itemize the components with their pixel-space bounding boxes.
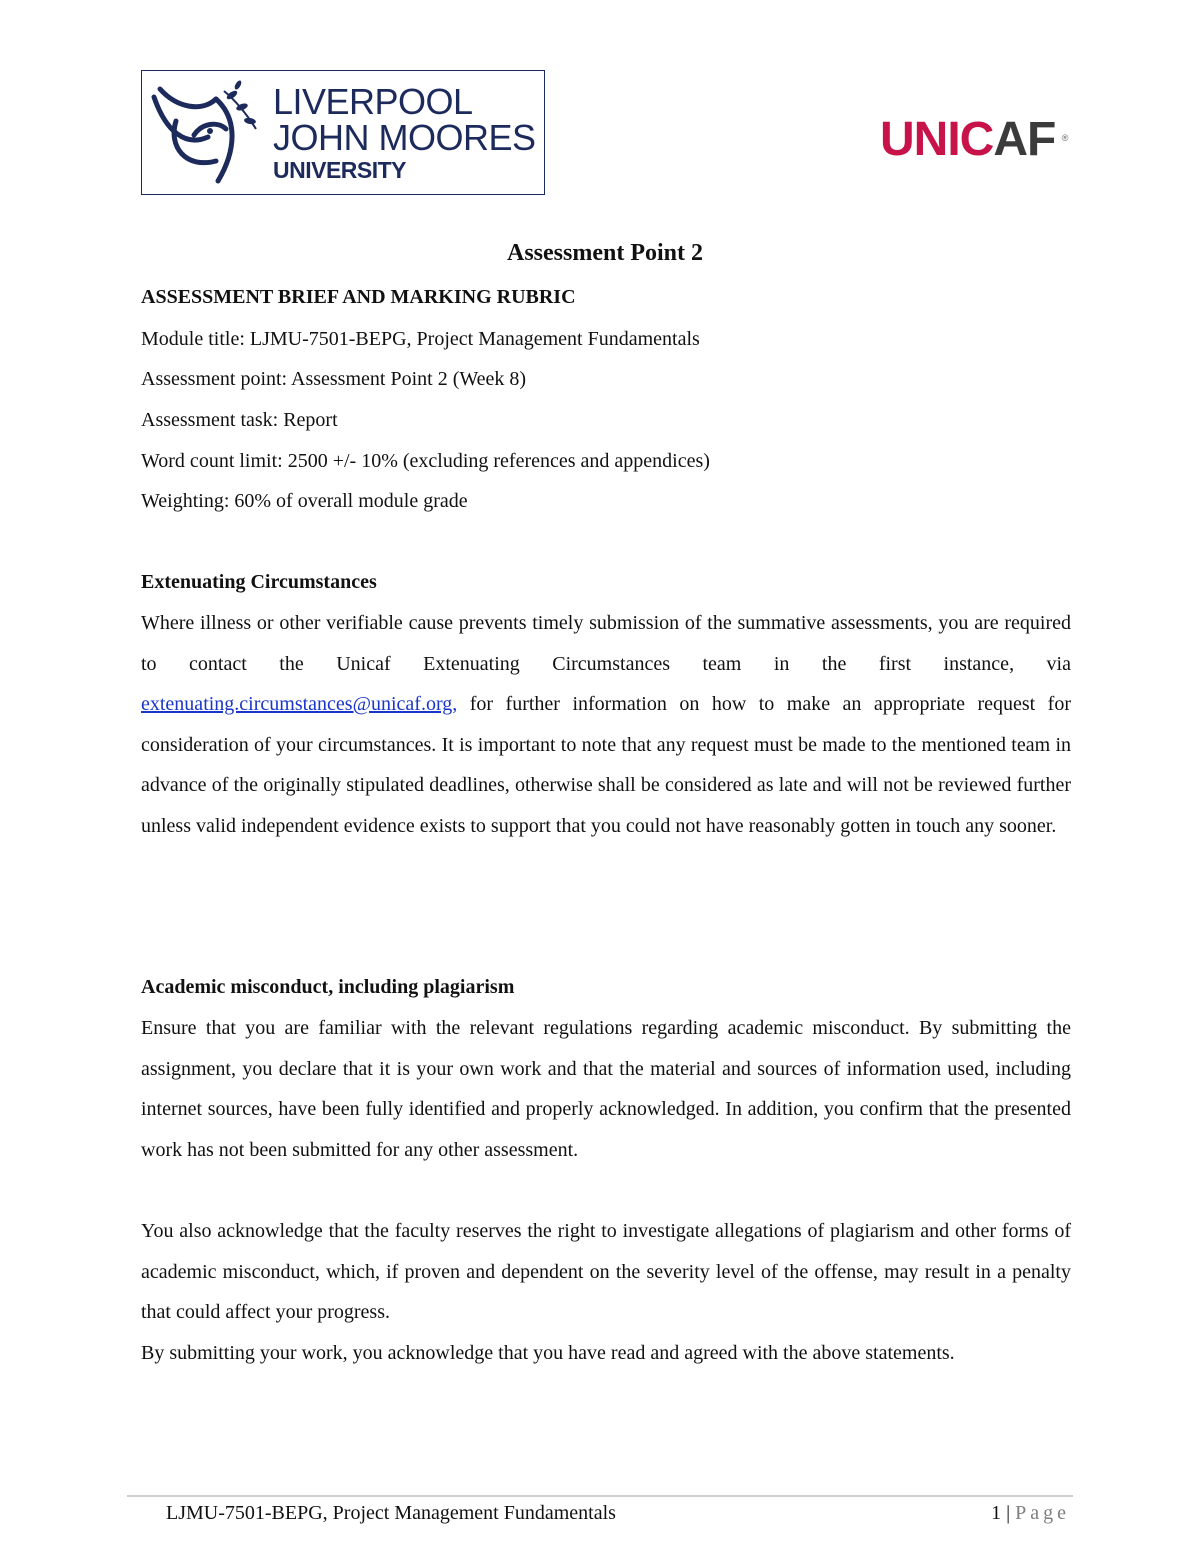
extenuating-heading: Extenuating Circumstances bbox=[141, 571, 377, 593]
extenuating-email-link[interactable]: extenuating.circumstances@unicaf.org, bbox=[141, 693, 458, 716]
detail-assessment-task: Assessment task: Report bbox=[141, 409, 338, 431]
misconduct-paragraph-2: You also acknowledge that the faculty reserves the right to investigate allegations of plagiarism and other forms of academic misconduct, which, if proven and dependent on the severity level of the offense, may result in a penalty that could affect your progress. bbox=[141, 1220, 1071, 1324]
misconduct-paragraph-1: Ensure that you are familiar with the relevant regulations regarding academic misconduct. By submitting the assignment, you declare that it is your own work and that the material and sources of information used, including internet sources, have been fully identified and properly acknowledged. In addition, you confirm that the presented work has not been submitted for any other assessment. bbox=[141, 1017, 1071, 1161]
misconduct-heading: Academic misconduct, including plagiarism bbox=[141, 976, 515, 998]
footer-separator: | bbox=[1006, 1502, 1011, 1524]
document-title: Assessment Point 2 bbox=[507, 240, 703, 266]
extenuating-paragraph bbox=[141, 603, 1071, 847]
footer-page-number: 1 bbox=[991, 1502, 1002, 1524]
detail-module-title: Module title: LJMU-7501-BEPG, Project Management Fundamentals bbox=[141, 328, 700, 350]
unicaf-logo-uni: UNI bbox=[880, 113, 960, 166]
ljmu-logo-line-2: JOHN MOORES bbox=[273, 117, 536, 158]
footer-divider bbox=[127, 1495, 1073, 1497]
ljmu-logo bbox=[141, 70, 545, 195]
ljmu-logo-line-3: UNIVERSITY bbox=[273, 157, 407, 183]
footer-page-indicator bbox=[991, 1502, 1070, 1525]
unicaf-logo-af: AF bbox=[993, 113, 1056, 166]
misconduct-paragraph-3: By submitting your work, you acknowledge that you have read and agreed with the above statements. bbox=[141, 1342, 955, 1364]
extenuating-text-end: for further information on how to make an appropriate request for consideration of your circumstances. It is important to note that any request must be made to the mentioned team in advance of the originally stipulated deadlines, otherwise shall be considered as late and will not be reviewed further unless valid independent evidence exists to support that you could not have reasonably gotten in touch any sooner. bbox=[141, 693, 1071, 837]
extenuating-text-start: Where illness or other verifiable cause prevents timely submission of the summative assessments, you are required to contact the Unicaf Extenuating Circumstances team in the first instance, via bbox=[141, 612, 1071, 675]
ljmu-logo-line-1: LIVERPOOL bbox=[273, 81, 473, 122]
detail-word-count: Word count limit: 2500 +/- 10% (excluding references and appendices) bbox=[141, 450, 710, 472]
unicaf-logo-c: C bbox=[959, 113, 994, 166]
footer-page-label: Page bbox=[1015, 1502, 1070, 1524]
detail-assessment-point: Assessment point: Assessment Point 2 (Week 8) bbox=[141, 368, 527, 390]
document-subtitle: ASSESSMENT BRIEF AND MARKING RUBRIC bbox=[141, 286, 576, 308]
footer-module-title: LJMU-7501-BEPG, Project Management Fundamentals bbox=[166, 1502, 616, 1524]
liver-bird-icon bbox=[146, 77, 271, 189]
unicaf-logo bbox=[880, 113, 1068, 166]
detail-weighting: Weighting: 60% of overall module grade bbox=[141, 490, 468, 512]
unicaf-registered-mark: ® bbox=[1061, 133, 1068, 143]
